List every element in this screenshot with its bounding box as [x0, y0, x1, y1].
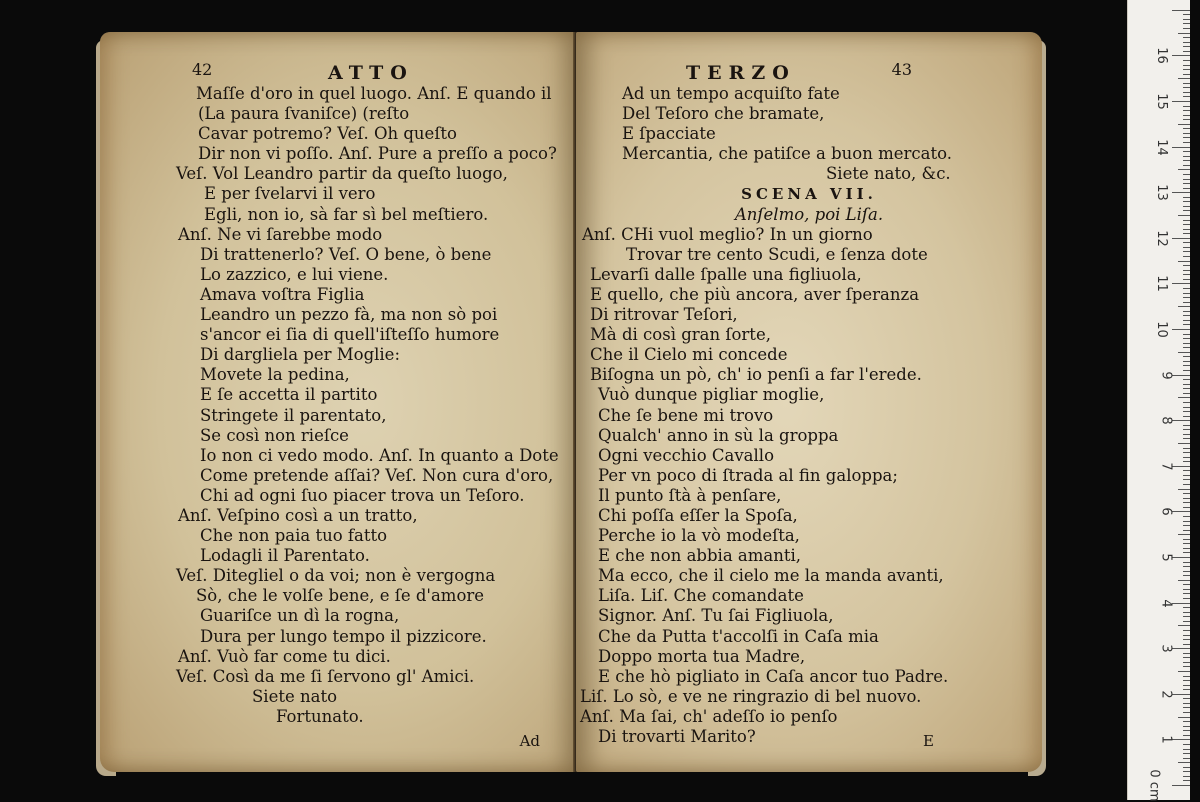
text-line: Trovar tre cento Scudi, e ſenza dote — [626, 244, 928, 264]
ruler-tick — [1183, 548, 1190, 549]
text-line: E che non abbia amanti, — [598, 546, 802, 566]
ruler-tick — [1183, 721, 1190, 722]
open-book — [96, 22, 1046, 780]
ruler-tick — [1178, 762, 1190, 763]
ruler-tick — [1183, 229, 1190, 230]
ruler-tick — [1183, 584, 1190, 585]
text-line: Anſ. Ne vi ſarebbe modo — [178, 224, 383, 244]
ruler-tick — [1178, 717, 1190, 718]
ruler-tick — [1183, 780, 1190, 781]
ruler-tick — [1183, 188, 1190, 189]
ruler-tick — [1183, 712, 1190, 713]
ruler-tick — [1183, 96, 1190, 97]
ruler-tick — [1183, 256, 1190, 257]
ruler-tick — [1183, 411, 1190, 412]
ruler-tick — [1183, 179, 1190, 180]
ruler-tick — [1183, 115, 1190, 116]
ruler-tick — [1172, 375, 1190, 376]
ruler-tick — [1183, 470, 1190, 471]
ruler-tick — [1183, 438, 1190, 439]
text-line: Doppo morta tua Madre, — [598, 646, 806, 666]
text-line: Movete la pedina, — [200, 365, 350, 385]
ruler-tick — [1183, 365, 1190, 366]
text-line: Liſa. Liſ. Che comandate — [598, 586, 804, 606]
ruler-tick — [1183, 370, 1190, 371]
ruler-number: 10 — [1154, 321, 1170, 338]
text-line: Di trattenerlo? Veſ. O bene, ò bene — [200, 244, 492, 264]
ruler-tick — [1183, 621, 1190, 622]
ruler-tick — [1183, 666, 1190, 667]
text-line: Di dargliela per Moglie: — [200, 345, 401, 365]
ruler-tick — [1172, 557, 1190, 558]
ruler-tick — [1183, 69, 1190, 70]
ruler-tick — [1178, 78, 1190, 79]
text-line: Ogni vecchio Cavallo — [598, 445, 774, 465]
ruler-tick — [1183, 525, 1190, 526]
text-line: Ad un tempo acquiſto fate — [622, 84, 840, 103]
ruler-tick — [1183, 28, 1190, 29]
ruler-tick — [1183, 653, 1190, 654]
ruler-tick — [1183, 388, 1190, 389]
ruler-tick — [1183, 92, 1190, 93]
ruler-tick — [1183, 612, 1190, 613]
ruler-tick — [1183, 402, 1190, 403]
ruler-tick — [1183, 242, 1190, 243]
ruler-number: 13 — [1154, 184, 1170, 201]
ruler-tick — [1183, 676, 1190, 677]
text-line: Chi poſſa eſſer la Spoſa, — [598, 505, 798, 525]
ruler-tick — [1183, 657, 1190, 658]
ruler-tick — [1178, 443, 1190, 444]
ruler-tick — [1183, 137, 1190, 138]
text-line: E quello, che più ancora, aver ſperanza — [590, 284, 920, 304]
signature-mark: E — [923, 732, 934, 750]
ruler-tick — [1183, 46, 1190, 47]
ruler-tick — [1183, 616, 1190, 617]
ruler-tick — [1183, 607, 1190, 608]
ruler-tick — [1172, 192, 1190, 193]
right-page-text — [576, 84, 1042, 747]
ruler-tick — [1183, 685, 1190, 686]
ruler-tick — [1183, 630, 1190, 631]
ruler-tick — [1183, 562, 1190, 563]
text-line: Lodagli il Parentato. — [200, 546, 370, 566]
ruler-tick — [1183, 689, 1190, 690]
ruler-tick — [1183, 502, 1190, 503]
ruler-tick — [1183, 393, 1190, 394]
ruler-tick — [1183, 302, 1190, 303]
ruler-tick — [1183, 479, 1190, 480]
ruler-tick — [1183, 589, 1190, 590]
left-page — [100, 32, 578, 772]
ruler-tick — [1183, 347, 1190, 348]
right-page — [576, 32, 1042, 772]
text-line: Che il Cielo mi concede — [590, 345, 788, 365]
ruler-tick — [1183, 119, 1190, 120]
text-line: Maſſe d'oro in quel luogo. Anſ. E quando il — [196, 84, 552, 103]
text-line: Veſ. Ditegliel o da voi; non è vergogna — [176, 566, 496, 586]
ruler-tick — [1183, 288, 1190, 289]
ruler-tick — [1183, 128, 1190, 129]
text-line: Perche io la vò modeſta, — [598, 526, 800, 546]
ruler-tick — [1172, 511, 1190, 512]
text-line: Egli, non io, sà far sì bel meſtiero. — [204, 204, 489, 224]
text-line: Amava voſtra Figlia — [200, 284, 365, 304]
ruler-tick — [1183, 448, 1190, 449]
running-header-left: ATTO — [328, 62, 414, 84]
ruler-tick — [1183, 224, 1190, 225]
ruler-tick — [1183, 703, 1190, 704]
ruler-number: 14 — [1154, 138, 1170, 156]
text-line: Qualch' anno in sù la groppa — [598, 425, 839, 445]
text-line: Fortunato. — [276, 706, 364, 726]
ruler-tick — [1183, 334, 1190, 335]
text-line: Di ritrovar Teſori, — [590, 305, 738, 325]
ruler-tick — [1183, 110, 1190, 111]
text-line: Leandro un pezzo fà, ma non sò poi — [200, 305, 498, 325]
ruler-tick — [1183, 644, 1190, 645]
ruler-tick — [1183, 160, 1190, 161]
ruler-tick — [1178, 169, 1190, 170]
ruler-tick — [1183, 356, 1190, 357]
ruler-tick — [1183, 65, 1190, 66]
text-line: Io non ci vedo modo. Anſ. In quanto a Dote — [200, 445, 559, 465]
ruler-tick — [1183, 753, 1190, 754]
ruler-tick — [1183, 593, 1190, 594]
text-line: SCENA VII. — [741, 185, 877, 204]
ruler-tick — [1183, 174, 1190, 175]
ruler-tick — [1178, 489, 1190, 490]
text-line: Veſ. Vol Leandro partir da queſto luogo, — [176, 164, 508, 184]
ruler-tick — [1183, 635, 1190, 636]
ruler-tick — [1183, 598, 1190, 599]
ruler-tick — [1183, 416, 1190, 417]
page-number-left: 42 — [192, 60, 213, 79]
ruler-tick — [1183, 457, 1190, 458]
text-line: Siete nato — [252, 686, 338, 706]
text-line: Chi ad ogni ſuo piacer trova un Teſoro. — [200, 485, 525, 505]
ruler-tick — [1172, 147, 1190, 148]
ruler-tick — [1183, 201, 1190, 202]
ruler-tick — [1172, 283, 1190, 284]
text-line: Del Teſoro che bramate, — [622, 104, 825, 124]
ruler-tick — [1183, 23, 1190, 24]
ruler-tick — [1172, 739, 1190, 740]
text-line: E per ſvelarvi il vero — [204, 184, 376, 204]
ruler-tick — [1178, 580, 1190, 581]
ruler-tick — [1172, 238, 1190, 239]
ruler-tick — [1183, 530, 1190, 531]
ruler-tick — [1183, 338, 1190, 339]
ruler-tick — [1183, 475, 1190, 476]
ruler-tick — [1183, 735, 1190, 736]
ruler-tick — [1178, 397, 1190, 398]
text-line: Anſ. Veſpino così a un tratto, — [178, 505, 418, 525]
ruler-tick — [1178, 671, 1190, 672]
ruler-tick — [1178, 352, 1190, 353]
ruler-tick — [1172, 466, 1190, 467]
text-line: Che ſe bene mi trovo — [598, 405, 774, 425]
ruler-tick — [1183, 210, 1190, 211]
ruler-tick — [1183, 566, 1190, 567]
ruler-tick — [1183, 320, 1190, 321]
ruler-tick — [1183, 730, 1190, 731]
text-line: Signor. Anſ. Tu ſai Figliuola, — [598, 606, 834, 626]
ruler-tick — [1183, 247, 1190, 248]
text-line: Mà di così gran ſorte, — [590, 325, 771, 345]
ruler-tick — [1183, 293, 1190, 294]
text-line: Mercantia, che patiſce a buon mercato. — [622, 144, 952, 164]
ruler-tick — [1183, 315, 1190, 316]
ruler-tick — [1178, 261, 1190, 262]
text-line: Guariſce un dì la rogna, — [200, 606, 400, 626]
running-header-right: TERZO — [686, 62, 796, 84]
ruler-tick — [1183, 270, 1190, 271]
ruler-tick — [1172, 10, 1190, 11]
text-line: Che non paia tuo fatto — [200, 526, 388, 546]
ruler-tick — [1183, 639, 1190, 640]
ruler-tick — [1183, 142, 1190, 143]
ruler-tick — [1183, 771, 1190, 772]
ruler-tick — [1183, 744, 1190, 745]
text-line: Dura per lungo tempo il pizzicore. — [200, 626, 487, 646]
catchword: Ad — [519, 732, 540, 750]
ruler-tick — [1183, 498, 1190, 499]
ruler-tick — [1183, 74, 1190, 75]
ruler-number: 15 — [1154, 93, 1170, 110]
ruler-tick — [1183, 758, 1190, 759]
ruler-tick — [1183, 698, 1190, 699]
ruler-tick — [1183, 539, 1190, 540]
ruler-tick — [1183, 662, 1190, 663]
ruler-tick — [1183, 493, 1190, 494]
ruler-tick — [1178, 124, 1190, 125]
measuring-ruler — [1127, 0, 1190, 800]
ruler-tick — [1172, 101, 1190, 102]
ruler-tick — [1172, 55, 1190, 56]
page-number-right: 43 — [891, 60, 912, 79]
ruler-tick — [1178, 306, 1190, 307]
ruler-tick — [1178, 215, 1190, 216]
ruler-tick — [1178, 534, 1190, 535]
ruler-tick — [1183, 343, 1190, 344]
left-page-text — [100, 84, 578, 727]
ruler-tick — [1183, 206, 1190, 207]
text-line: Dir non vi poſſo. Anſ. Pure a preſſo a poco? — [198, 144, 557, 164]
text-line: Il punto ſtà à penſare, — [598, 485, 782, 505]
text-line: Se così non rieſce — [200, 425, 349, 445]
ruler-tick — [1183, 265, 1190, 266]
ruler-tick — [1183, 521, 1190, 522]
text-line: Anſ. CHi vuol meglio? In un giorno — [582, 224, 873, 244]
text-line: s'ancor ei ſia di quell'iſteſſo humore — [200, 325, 500, 345]
text-line: Che da Putta t'accolſi in Caſa mia — [598, 626, 879, 646]
ruler-tick — [1183, 42, 1190, 43]
text-line: Liſ. Lo sò, e ve ne ringrazio di bel nuovo. — [580, 686, 922, 706]
text-line: Siete nato, &c. — [826, 164, 951, 184]
ruler-tick — [1172, 420, 1190, 421]
ruler-tick — [1183, 251, 1190, 252]
ruler-tick — [1183, 60, 1190, 61]
ruler-tick — [1178, 625, 1190, 626]
ruler-tick — [1172, 694, 1190, 695]
ruler-tick — [1183, 516, 1190, 517]
text-line: Cavar potremo? Veſ. Oh queſto — [198, 124, 457, 144]
ruler-tick — [1183, 575, 1190, 576]
ruler-tick — [1183, 83, 1190, 84]
ruler-tick — [1183, 19, 1190, 20]
text-line: Anſ. Ma ſai, ch' adeſſo io penſo — [580, 706, 838, 726]
ruler-number: 12 — [1154, 230, 1170, 247]
ruler-number: 2 — [1158, 690, 1174, 699]
ruler-tick — [1183, 407, 1190, 408]
text-line: E ſe accetta il partito — [200, 385, 378, 405]
text-line: Anſelmo, poi Liſa. — [734, 204, 884, 224]
ruler-tick — [1183, 133, 1190, 134]
text-line: E che hò pigliato in Caſa ancor tuo Padre. — [598, 666, 949, 686]
ruler-tick — [1172, 329, 1190, 330]
ruler-tick — [1183, 165, 1190, 166]
ruler-tick — [1183, 571, 1190, 572]
ruler-tick — [1183, 434, 1190, 435]
ruler-tick — [1172, 603, 1190, 604]
ruler-number: 4 — [1158, 598, 1174, 608]
ruler-tick — [1183, 484, 1190, 485]
ruler-tick — [1183, 749, 1190, 750]
ruler-tick — [1183, 274, 1190, 275]
text-line: Veſ. Così da me ſi ſervono gl' Amici. — [176, 666, 475, 686]
ruler-number: 0 cm — [1146, 769, 1162, 802]
ruler-tick — [1183, 324, 1190, 325]
text-line: Levarſi dalle ſpalle una figliuola, — [590, 264, 862, 284]
ruler-tick — [1178, 33, 1190, 34]
ruler-tick — [1183, 14, 1190, 15]
ruler-number: 7 — [1158, 462, 1174, 471]
ruler-tick — [1183, 87, 1190, 88]
ruler-number: 8 — [1158, 416, 1174, 425]
ruler-tick — [1183, 767, 1190, 768]
ruler-tick — [1183, 379, 1190, 380]
ruler-number: 16 — [1154, 47, 1170, 65]
ruler-tick — [1183, 51, 1190, 52]
text-line: Ma ecco, che il cielo me la manda avanti, — [598, 566, 944, 586]
text-line: Vuò dunque pigliar moglie, — [598, 385, 825, 405]
ruler-tick — [1183, 197, 1190, 198]
text-line: Di trovarti Marito? — [598, 727, 756, 746]
ruler-tick — [1183, 311, 1190, 312]
ruler-tick — [1183, 279, 1190, 280]
text-line: (La paura ſvaniſce) (reſto — [198, 104, 410, 124]
ruler-tick — [1183, 297, 1190, 298]
ruler-tick — [1183, 507, 1190, 508]
text-line: E ſpacciate — [622, 124, 716, 144]
ruler-tick — [1183, 543, 1190, 544]
ruler-tick — [1183, 384, 1190, 385]
text-line: Come pretende aſſai? Veſ. Non cura d'oro, — [200, 465, 554, 485]
ruler-tick — [1183, 776, 1190, 777]
ruler-number: 1 — [1158, 735, 1174, 745]
ruler-number: 3 — [1158, 644, 1174, 653]
ruler-number: 6 — [1158, 507, 1174, 517]
ruler-number: 5 — [1158, 553, 1174, 562]
ruler-tick — [1183, 106, 1190, 107]
text-line: Lo zazzico, e lui viene. — [200, 264, 389, 284]
ruler-tick — [1183, 361, 1190, 362]
ruler-tick — [1183, 220, 1190, 221]
ruler-tick — [1183, 156, 1190, 157]
ruler-tick — [1172, 785, 1190, 786]
ruler-tick — [1183, 151, 1190, 152]
ruler-number: 9 — [1158, 370, 1174, 380]
ruler-tick — [1183, 425, 1190, 426]
ruler-tick — [1183, 552, 1190, 553]
text-line: Per vn poco di ſtrada al fin galoppa; — [598, 465, 898, 485]
ruler-tick — [1183, 452, 1190, 453]
ruler-tick — [1183, 183, 1190, 184]
ruler-tick — [1183, 726, 1190, 727]
text-line: Sò, che le volſe bene, e ſe d'amore — [196, 586, 485, 606]
ruler-tick — [1183, 461, 1190, 462]
text-line: Biſogna un pò, ch' io penſi a far l'erede. — [590, 365, 922, 385]
ruler-tick — [1183, 707, 1190, 708]
ruler-tick — [1183, 429, 1190, 430]
text-line: Stringete il parentato, — [200, 405, 387, 425]
text-line: Anſ. Vuò far come tu dici. — [178, 646, 391, 666]
ruler-tick — [1183, 37, 1190, 38]
ruler-tick — [1183, 680, 1190, 681]
ruler-tick — [1183, 233, 1190, 234]
ruler-number: 11 — [1154, 275, 1170, 293]
ruler-tick — [1172, 648, 1190, 649]
